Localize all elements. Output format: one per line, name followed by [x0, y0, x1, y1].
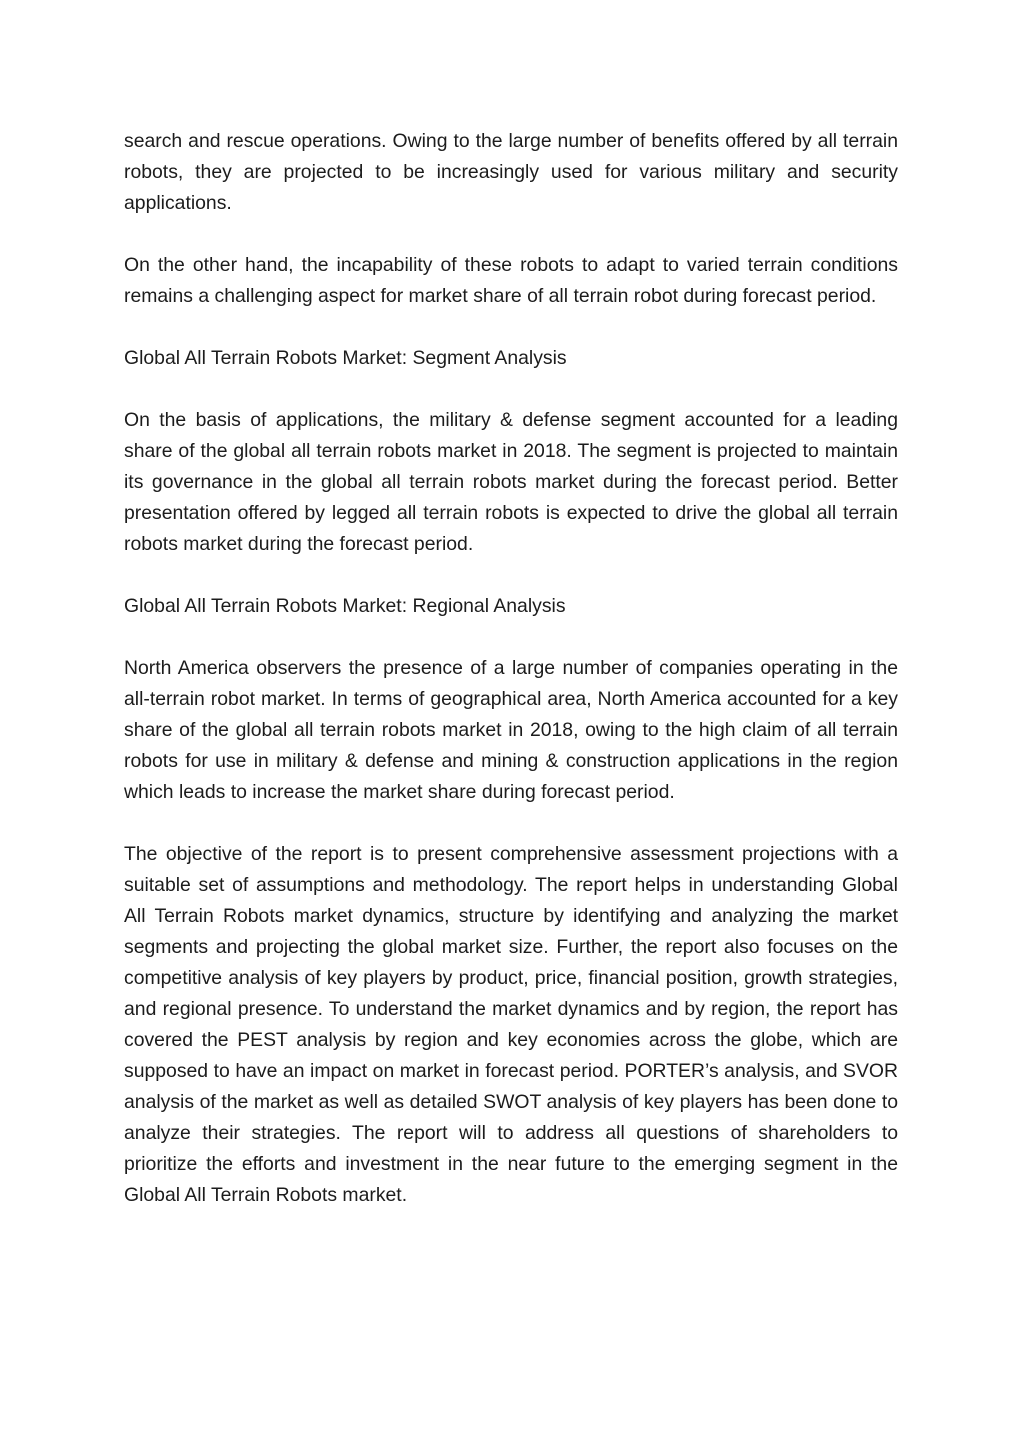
- heading-regional-analysis: Global All Terrain Robots Market: Regional Analysis: [124, 595, 566, 617]
- document-page: [124, 126, 898, 1242]
- heading-segment-analysis: Global All Terrain Robots Market: Segment Analysis: [124, 347, 567, 369]
- paragraph-incapability: On the other hand, the incapability of these robots to adapt to varied terrain conditions remains a challenging aspect for market share of all terrain robot during forecast period.: [124, 254, 898, 307]
- paragraph-report-objective: The objective of the report is to present comprehensive assessment projections with a suitable set of assumptions and methodology. The report helps in understanding Global All Terrain Robots market dynamics, structure by identifying and analyzing the market segments and projecting the global market size. Further, the report also focuses on the competitive analysis of key players by product, price, financial position, growth strategies, and regional presence. To understand the market dynamics and by region, the report has covered the PEST analysis by region and key economies across the globe, which are supposed to have an impact on market in forecast period. PORTER’s analysis, and SVOR analysis of the market as well as detailed SWOT analysis of key players has been done to analyze their strategies. The report will to address all questions of shareholders to prioritize the efforts and investment in the near future to the emerging segment in the Global All Terrain Robots market.: [124, 843, 898, 1206]
- paragraph-regional-analysis: North America observers the presence of a large number of companies operating in the all-terrain robot market. In terms of geographical area, North America accounted for a key share of the global all terrain robots market in 2018, owing to the high claim of all terrain robots for use in military & defense and mining & construction applications in the region which leads to increase the market share during forecast period.: [124, 657, 898, 803]
- paragraph-segment-analysis: On the basis of applications, the military & defense segment accounted for a leading share of the global all terrain robots market in 2018. The segment is projected to maintain its governance in the global all terrain robots market during the forecast period. Better presentation offered by legged all terrain robots is expected to drive the global all terrain robots market during the forecast period.: [124, 409, 898, 555]
- paragraph-search-rescue: search and rescue operations. Owing to the large number of benefits offered by all terrain robots, they are projected to be increasingly used for various military and security applications.: [124, 130, 898, 214]
